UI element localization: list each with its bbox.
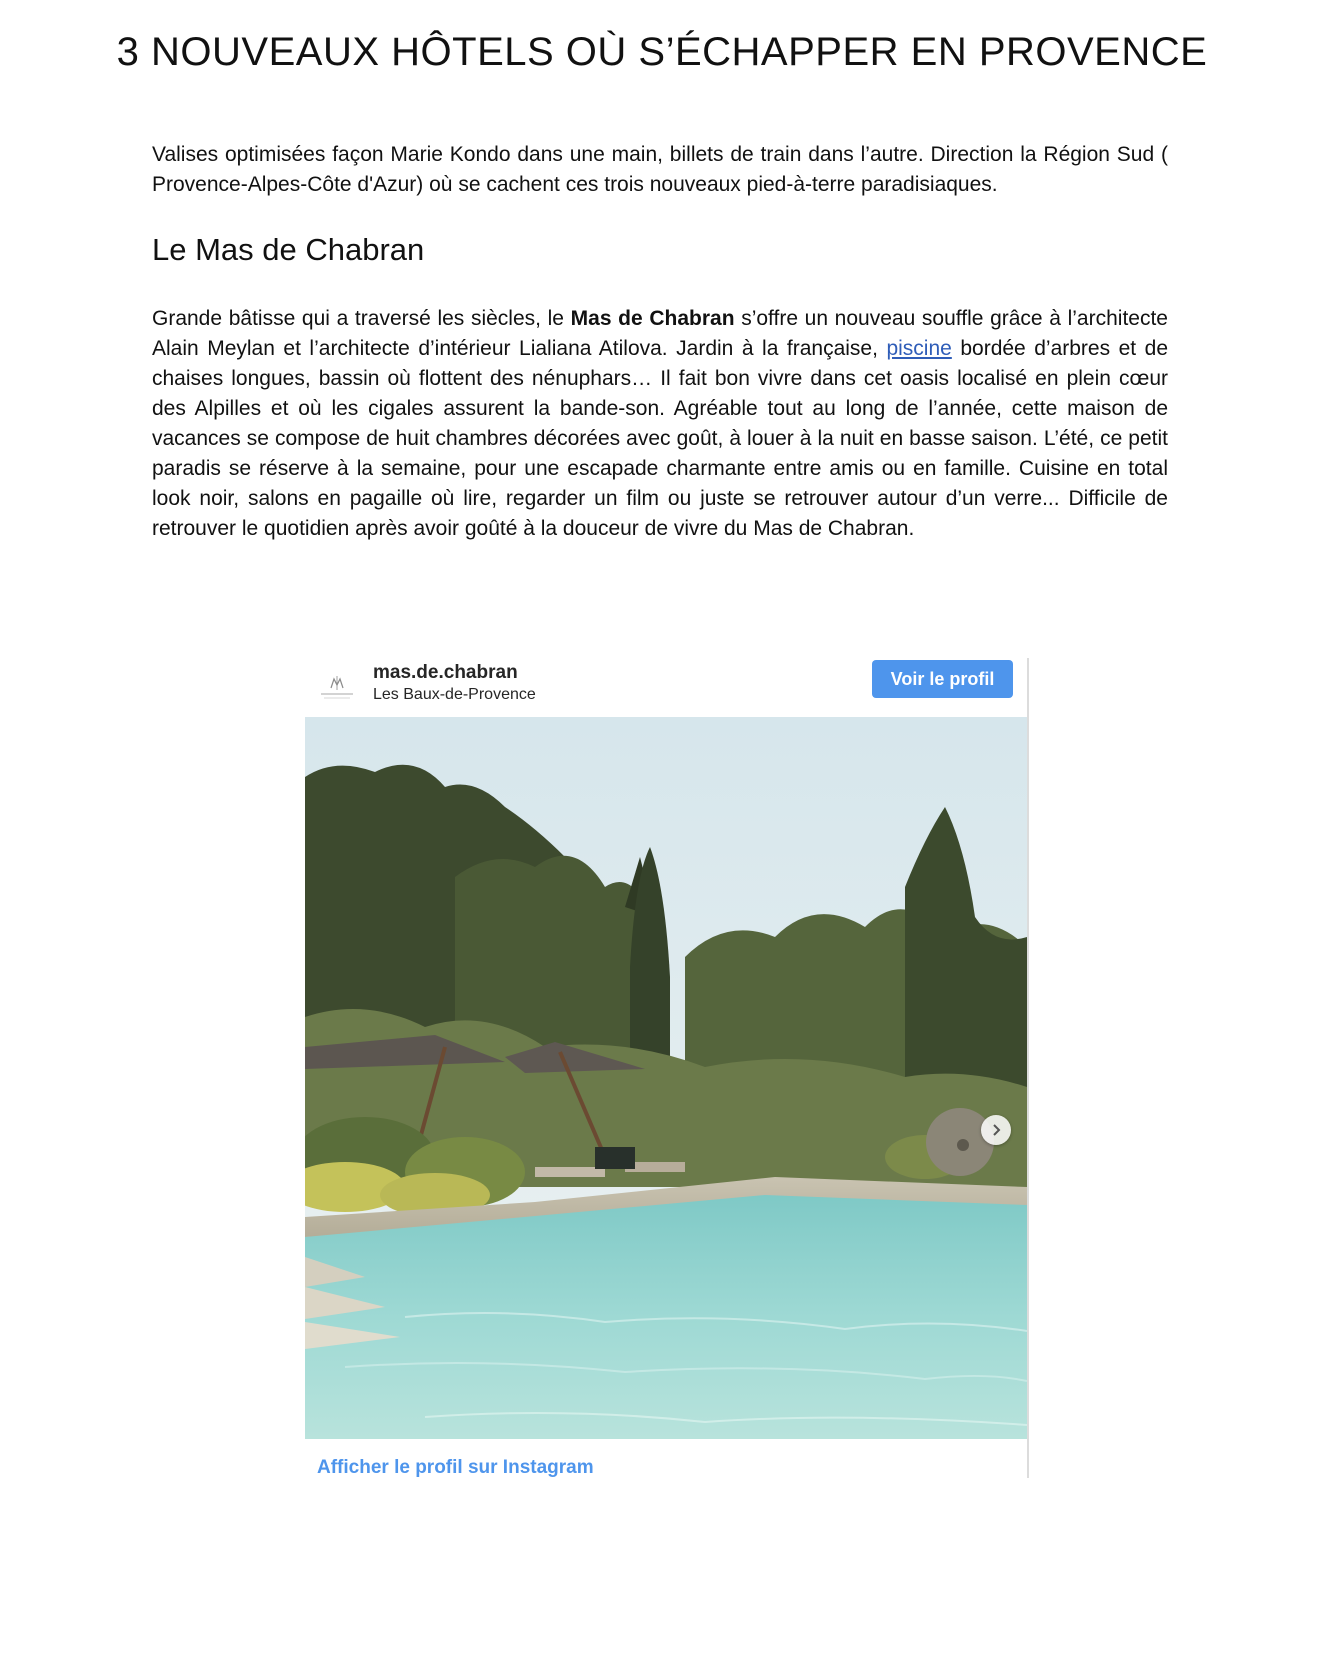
page-title: 3 NOUVEAUX HÔTELS OÙ S’ÉCHAPPER EN PROVENCE xyxy=(116,30,1208,74)
intro-paragraph: Valises optimisées façon Marie Kondo dans une main, billets de train dans l’autre. Direction la Région Sud ( Provence-Alpes-Côte d'Azur) où se cachent ces trois nouveaux pied-à-terre paradisiaques. xyxy=(152,143,1168,196)
body-text-part2: s’offre un nouveau souffle grâce à l’architecte Alain Meylan et l’architecte d’intérieur Lialiana Atilova. Jardin à la française, xyxy=(152,307,1168,360)
body-text-part1: Grande bâtisse qui a traversé les siècles, le xyxy=(152,307,571,330)
chevron-right-icon xyxy=(989,1123,1003,1137)
view-on-instagram-link[interactable]: Afficher le profil sur Instagram xyxy=(317,1457,594,1478)
mas-de-chabran-logo-icon xyxy=(315,666,359,710)
instagram-location[interactable]: Les Baux-de-Provence xyxy=(373,686,536,703)
instagram-embed xyxy=(305,658,1029,1478)
pool-photo xyxy=(305,717,1027,1439)
hotel-name: Mas de Chabran xyxy=(570,307,735,330)
piscine-link[interactable]: piscine xyxy=(886,337,952,360)
view-profile-button[interactable]: Voir le profil xyxy=(872,660,1013,698)
instagram-header xyxy=(305,658,1027,718)
instagram-username[interactable]: mas.de.chabran xyxy=(373,662,518,683)
body-paragraph xyxy=(152,304,1168,544)
body-text-part3: bordée d’arbres et de chaises longues, bassin où flottent des nénuphars… Il fait bon vivre dans cet oasis localisé en plein cœur des Alpilles et où les cigales assurent la bande-son. Agréable tout au long de l’année, cette maison de vacances se compose de huit chambres décorées avec goût, à louer à la nuit en basse saison. L’été, ce petit paradis se réserve à la semaine, pour une escapade charmante entre amis ou en famille. Cuisine en total look noir, salons en pagaille où lire, regarder un film ou juste se retrouver autour d’un verre... Difficile de retrouver le quotidien après avoir goûté à la douceur de vivre du Mas de Chabran. xyxy=(152,337,1168,540)
section-heading: Le Mas de Chabran xyxy=(152,232,425,267)
instagram-photo[interactable] xyxy=(305,717,1027,1439)
next-photo-button[interactable] xyxy=(981,1115,1011,1145)
avatar[interactable] xyxy=(315,666,359,710)
